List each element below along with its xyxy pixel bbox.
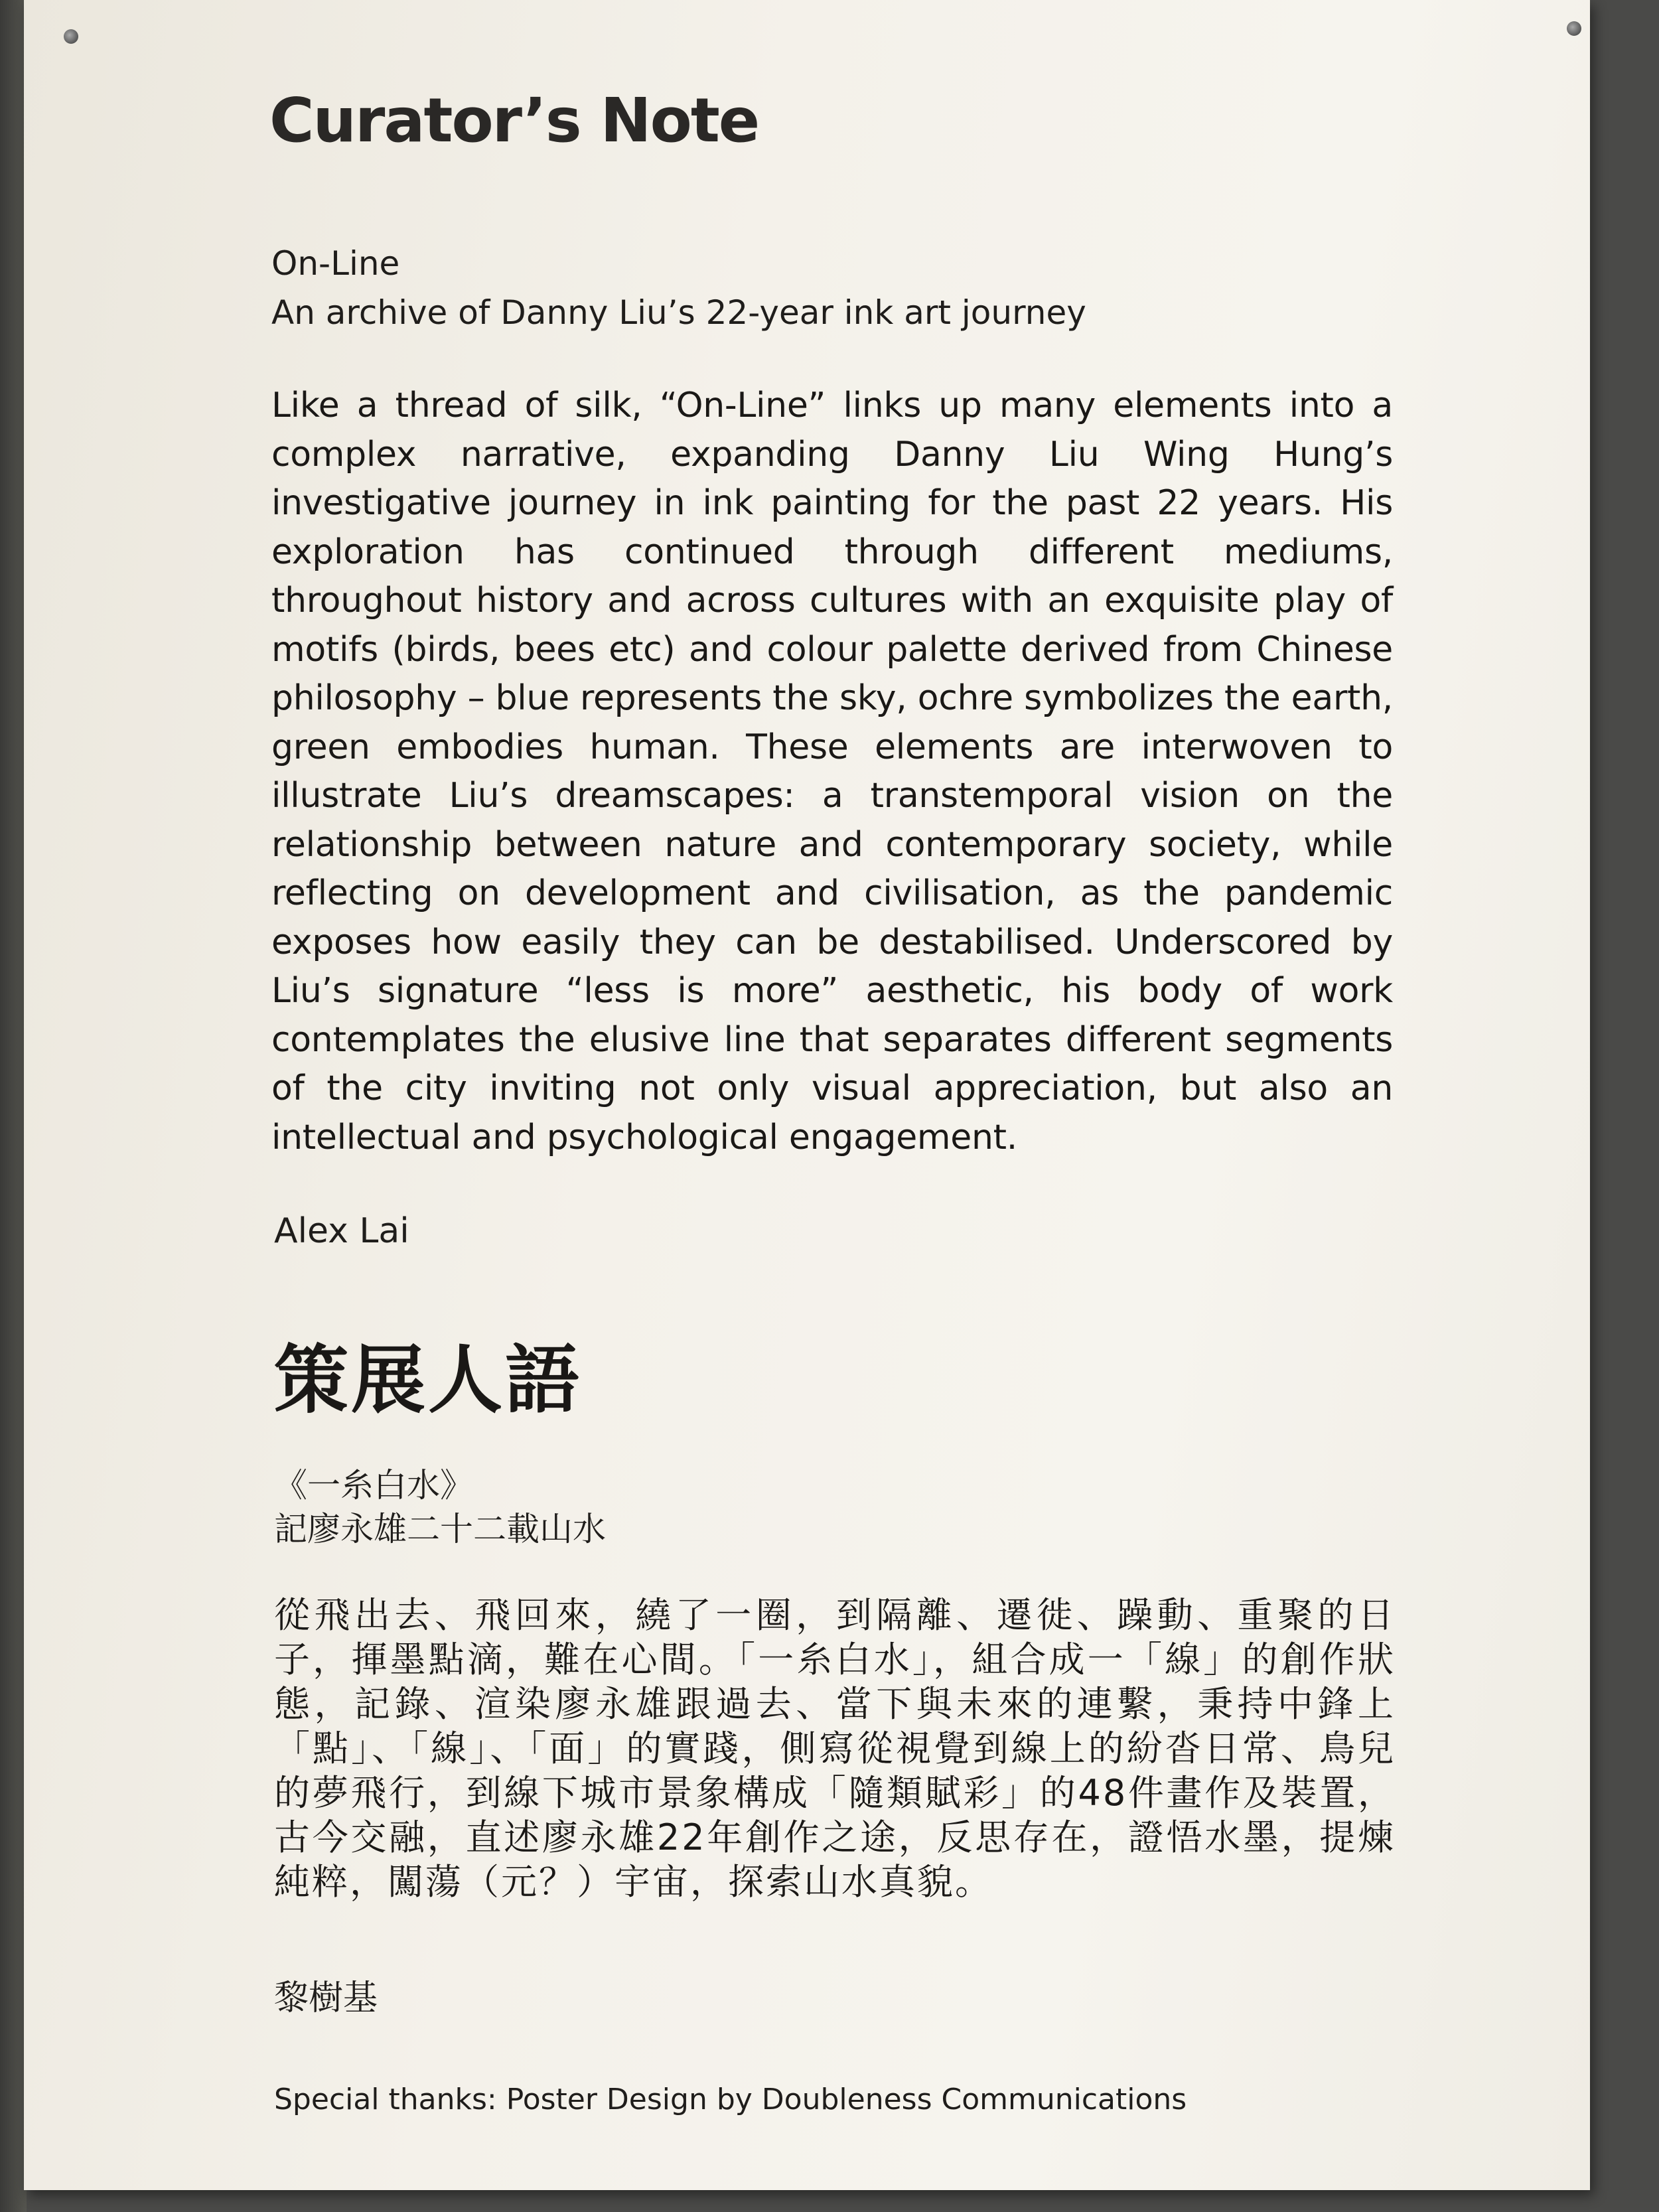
screw-icon xyxy=(64,29,78,44)
exhibition-subtitle-zh xyxy=(274,1463,606,1551)
exhibition-tagline-en: An archive of Danny Liu’s 22-year ink art journey xyxy=(271,293,1086,332)
exhibition-name-en: On-Line xyxy=(271,244,400,283)
exhibition-tagline-zh: 記廖永雄二十二載山水 xyxy=(274,1510,606,1548)
curator-note-body-zh: 從飛出去、飛回來，繞了一圈，到隔離、遷徙、躁動、重聚的日子，揮墨點滴，難在心間。「一糸白水」，組合成一「線」的創作狀態，記錄、渲染廖永雄跟過去、當下與未來的連繫，秉持中鋒上「點」、「線」、「面」的實踐，側寫從視覺到線上的紛沓日常、鳥兒的夢飛行，到線下城市景象構成「隨類賦彩」的48件畫作及裝置，古今交融，直述廖永雄22年創作之途，反思存在，證悟水墨，提煉純粹，闖蕩（元？）宇宙，探索山水真貌。 xyxy=(274,1594,1396,1903)
exhibition-placard xyxy=(24,0,1590,2190)
curator-note-body-en: Like a thread of silk, “On-Line” links up many elements into a complex narrative, expanding Danny Liu Wing Hung’s investigative journey in ink painting for the past 22 years. His exploration has continued through different mediums, throughout history and across cultures with an exquisite play of motifs (birds, bees etc) and colour palette derived from Chinese philosophy – blue represents the sky, ochre symbolizes the earth, green embodies human. These elements are interwoven to illustrate Liu’s dreamscapes: a transtemporal vision on the relationship between nature and contemporary society, while reflecting on development and civilisation, as the pandemic exposes how easily they can be destabilised. Underscored by Liu’s signature “less is more” aesthetic, his body of work contemplates the elusive line that separates different segments of the city inviting not only visual appreciation, but also an intellectual and psychological engagement. xyxy=(271,386,1393,1157)
exhibition-subtitle-en xyxy=(271,239,1086,337)
credit-line: Special thanks: Poster Design by Doubleness Communications xyxy=(274,2083,1187,2116)
author-name-en: Alex Lai xyxy=(274,1211,409,1251)
screw-icon xyxy=(1567,21,1581,36)
exhibition-name-zh: 《一糸白水》 xyxy=(274,1466,473,1505)
page-title: Curator’s Note xyxy=(269,85,759,156)
page-title-zh: 策展人語 xyxy=(274,1337,582,1424)
wall-background xyxy=(0,0,27,2212)
author-name-zh: 黎樹基 xyxy=(274,1978,378,2018)
